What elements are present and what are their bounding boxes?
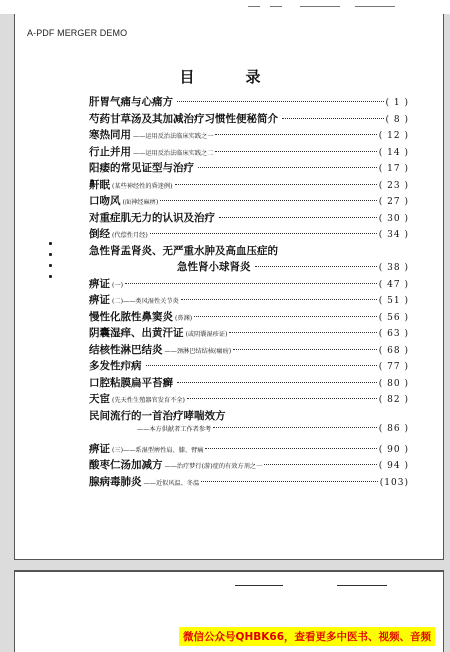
dot-leader (198, 167, 377, 168)
toc-entry-subtitle: ——治疗梦行(游)症的有效方剂之一 (164, 463, 263, 470)
toc-page-number: ( 94 ) (378, 461, 409, 471)
toc-page-number: ( 8 ) (385, 114, 409, 125)
dot-leader (177, 101, 384, 102)
dot-leader (215, 134, 376, 135)
dot-leader (175, 184, 377, 185)
toc-page-number: ( 86 ) (378, 424, 409, 434)
toc-entry (89, 177, 409, 194)
dot-leader (187, 398, 377, 399)
toc-page-number: ( 23 ) (378, 180, 409, 191)
toc-page-number: ( 47 ) (378, 279, 409, 290)
toc-entry (89, 474, 409, 491)
toc-page-number: ( 80 ) (378, 378, 409, 389)
toc-entry-title: 肝胃气痛与心痛方 (89, 96, 173, 108)
toc-entry-title: 倒经 (89, 228, 110, 240)
toc-entry-title: 痹证 (89, 294, 110, 306)
dot-leader (177, 382, 377, 383)
toc-page-number: ( 1 ) (385, 98, 409, 108)
toc-page-number: ( 90 ) (378, 444, 409, 455)
page-edge-mark (270, 6, 282, 7)
toc-page-number: ( 14 ) (378, 147, 409, 158)
toc-entry (89, 111, 409, 128)
toc-entry-title: 芍药甘草汤及其加减治疗习惯性便秘简介 (89, 112, 278, 125)
toc-entry-subtitle: ——运用反治法临床实践之二 (133, 149, 214, 157)
toc-entry (89, 94, 409, 111)
watermark-text: A-PDF MERGER DEMO (27, 28, 128, 38)
toc-page-number: ( 56 ) (378, 312, 409, 323)
page-rule (235, 585, 283, 586)
toc-page-number: ( 27 ) (378, 197, 409, 207)
toc-entry-title: 痹证 (89, 442, 110, 455)
toc-entry (89, 342, 409, 359)
toc-entry-title: 慢性化脓性鼻窦炎 (89, 310, 173, 323)
toc-entry-title: 多发性疖病 (89, 360, 142, 372)
page-edge-mark (355, 6, 395, 7)
promo-banner: 微信公众号QHBK66，查看更多中医书、视频、音频 (179, 627, 435, 646)
toc-page-number: ( 82 ) (378, 395, 409, 405)
dot-leader (181, 299, 377, 300)
toc-entry-title: 酸枣仁汤加减方 (89, 459, 163, 471)
toc-entry (89, 424, 409, 441)
page-rule (337, 585, 387, 586)
dot-leader (255, 266, 377, 267)
toc-page-number: ( 77 ) (378, 362, 409, 372)
dot-leader (219, 217, 377, 218)
toc-entry (89, 457, 409, 474)
toc-entry-title: 阳痿的常见证型与治疗 (89, 162, 194, 174)
margin-marks (49, 242, 52, 286)
toc-entry (89, 243, 409, 260)
toc-entry-subtitle: (面神经麻痹) (122, 199, 159, 206)
toc-entry (89, 226, 409, 243)
page-edge-mark (300, 6, 340, 7)
toc-entry-subtitle: (代偿性月经) (112, 232, 148, 239)
toc-page-number: ( 68 ) (378, 345, 409, 356)
toc-entry (89, 127, 409, 144)
dot-leader (146, 365, 377, 366)
toc-entry-subtitle: (三)——系湿型痹性肩、膝、臂痛 (112, 446, 204, 454)
toc-entry-title: 急性肾盂肾炎、无严重水肿及高血压症的 (89, 244, 278, 257)
toc-entry-title: 民间流行的一首治疗哮喘效方 (89, 409, 226, 422)
toc-entry (89, 325, 409, 342)
dot-leader (150, 233, 377, 234)
toc-entry (89, 292, 409, 309)
toc-entry (89, 375, 409, 392)
toc-page-number: ( 34 ) (378, 230, 409, 240)
toc-entry-title: 阴囊湿痒、出黄汗证 (89, 327, 184, 339)
dot-leader (229, 332, 376, 333)
toc-entry (89, 276, 409, 293)
toc-entry (89, 391, 409, 408)
toc-entry (89, 408, 409, 425)
dot-leader (233, 349, 377, 350)
toc-entry (89, 144, 409, 161)
toc-entry-title: 痹证 (89, 277, 110, 290)
toc-entry-title: 口吻风 (89, 195, 121, 207)
toc-entry (89, 358, 409, 375)
toc-entry-title: 鼾眠 (89, 178, 110, 191)
toc-entry (89, 160, 409, 177)
dot-leader (194, 316, 377, 317)
table-of-contents (89, 94, 409, 490)
toc-page-number: ( 12 ) (378, 131, 409, 141)
top-viewer-strip (0, 0, 450, 14)
toc-page-number: ( 30 ) (378, 213, 409, 224)
page-title: 目 录 (179, 68, 279, 86)
toc-entry-title: 口腔粘膜扁平苔癣 (89, 376, 173, 389)
toc-entry (89, 210, 409, 227)
dot-leader (215, 151, 376, 152)
dot-leader (201, 481, 378, 482)
toc-page-number: ( 17 ) (378, 164, 409, 174)
toc-entry-subtitle: (先天性生殖器官发育不全) (112, 397, 185, 404)
toc-entry (89, 309, 409, 326)
toc-page-number: ( 51 ) (378, 296, 409, 306)
toc-entry (89, 441, 409, 458)
toc-entry-subtitle: (一) (112, 281, 124, 289)
dot-leader (160, 200, 377, 201)
toc-entry-subtitle: (二)——类风湿性关节炎 (112, 298, 179, 305)
toc-entry-title: 寒热同用 (89, 129, 131, 141)
dot-leader (125, 283, 377, 284)
toc-entry-subtitle: ——运用反治法临床实践之一 (133, 133, 214, 140)
toc-entry-subtitle: (鼻渊) (175, 314, 193, 322)
toc-page-number: (103) (379, 477, 409, 488)
next-document-page (14, 570, 444, 652)
dot-leader (264, 464, 377, 465)
toc-page-number: ( 38 ) (378, 263, 409, 273)
document-page (14, 14, 444, 560)
toc-entry-subtitle: (某些神经性的昏迷例) (112, 182, 173, 190)
dot-leader (213, 427, 377, 428)
toc-page-number: ( 63 ) (378, 329, 409, 339)
toc-entry (89, 259, 409, 276)
toc-entry-subtitle: (或阴囊湿疹证) (185, 331, 228, 338)
toc-entry (89, 193, 409, 210)
toc-entry-title: 结核性淋巴结炎 (89, 343, 163, 356)
toc-entry-title: 天宦 (89, 393, 110, 405)
toc-entry-subtitle: ——本方供献者工作者参考 (137, 426, 212, 433)
dot-leader (205, 448, 376, 449)
dot-leader (282, 118, 384, 119)
toc-entry-subtitle: ——近似风温、冬温 (143, 479, 200, 487)
page-edge-mark (248, 6, 260, 7)
toc-entry-title: 行止并用 (89, 145, 131, 158)
toc-entry-title: 腺病毒肺炎 (89, 475, 142, 488)
toc-entry-title: 对重症肌无力的认识及治疗 (89, 211, 215, 224)
toc-entry-title: 急性肾小球肾炎 (177, 261, 251, 273)
toc-entry-subtitle: ——颈淋巴结结核(瘰疬) (164, 347, 232, 355)
